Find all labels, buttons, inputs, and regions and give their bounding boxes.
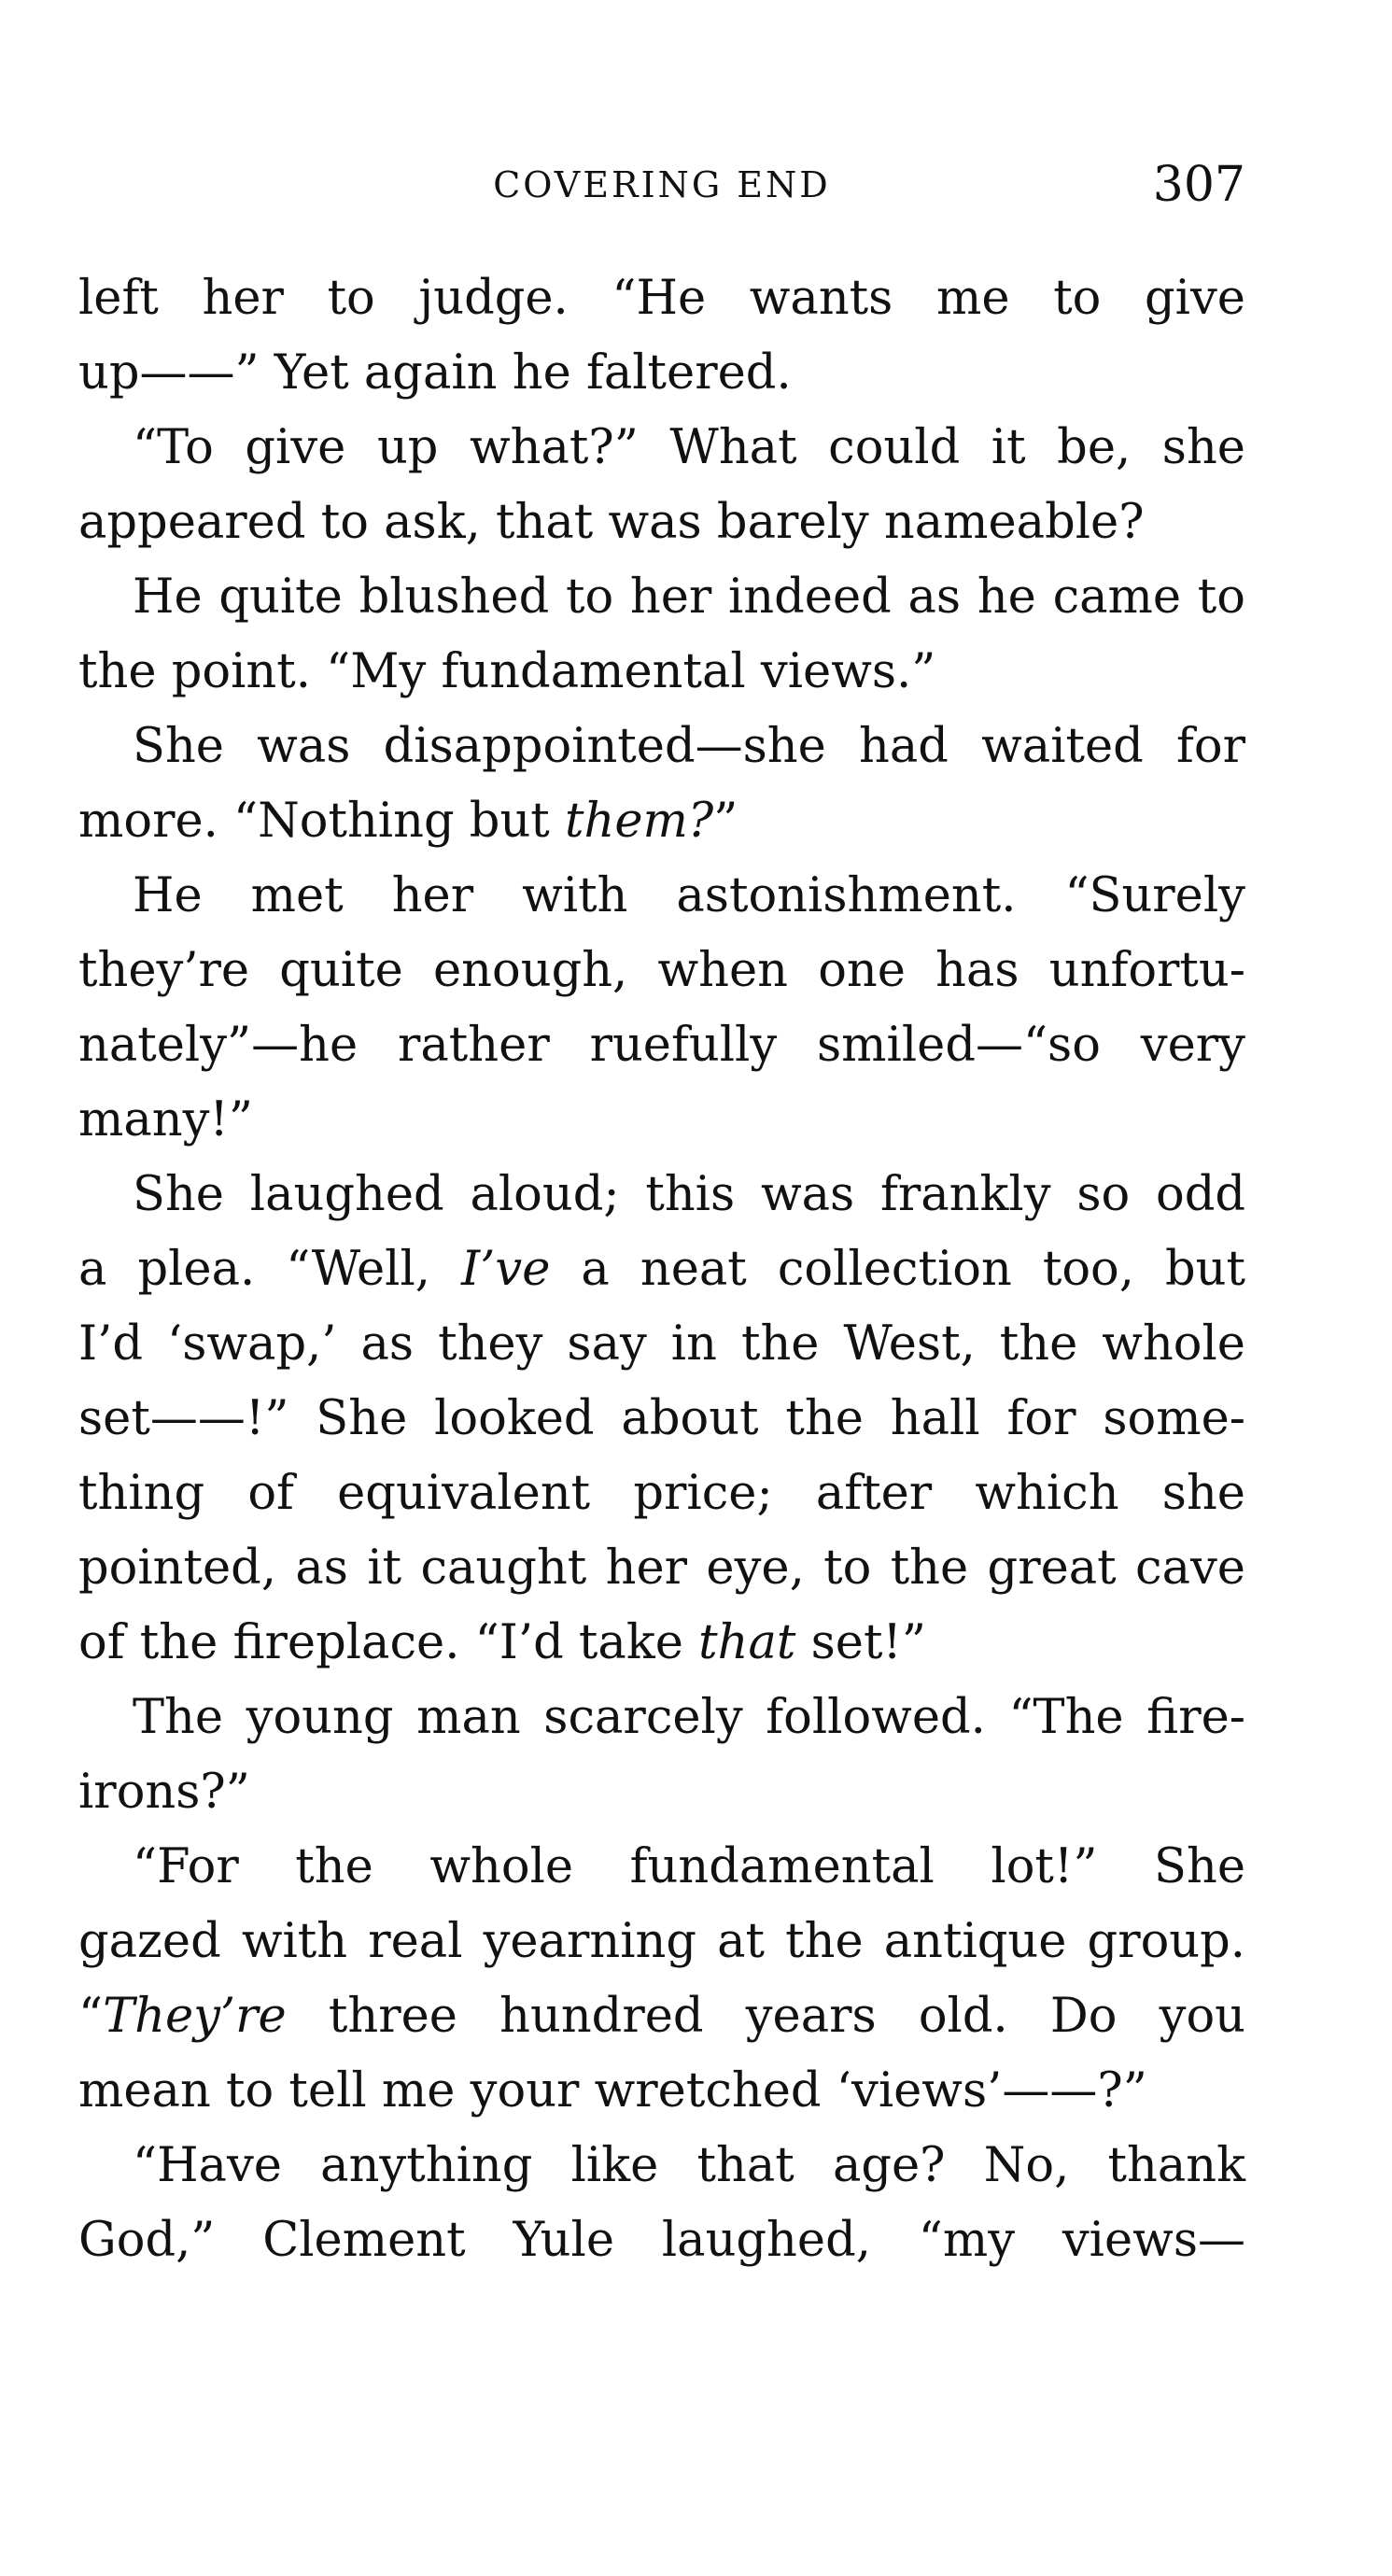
text-line: “They’re three hundred years old. Do you: [78, 1989, 1245, 2044]
running-title: COVERING END: [493, 164, 831, 205]
page-number: 307: [1152, 157, 1245, 213]
text-line: mean to tell me your wretched ‘views’——?”: [78, 2063, 1147, 2119]
text-line: The young man scarcely followed. “The fire-: [133, 1690, 1245, 1745]
text-line: He met her with astonishment. “Surely: [133, 868, 1245, 923]
running-head: [78, 157, 1245, 213]
body-text: [78, 261, 1245, 2278]
italic-text: that: [698, 1615, 796, 1670]
text-line: God,” Clement Yule laughed, “my views—: [78, 2213, 1245, 2268]
text-line: left her to judge. “He wants me to give: [78, 271, 1245, 326]
text-line: up——” Yet again he faltered.: [78, 345, 792, 401]
text-line: a plea. “Well, I’ve a neat collection too, but: [78, 1242, 1245, 1297]
text-line: She was disappointed—she had waited for: [133, 719, 1245, 774]
text-line: “For the whole fundamental lot!” She: [133, 1839, 1245, 1894]
text-line: He quite blushed to her indeed as he came to: [133, 570, 1245, 625]
text-line: many!”: [78, 1092, 253, 1147]
text-line: thing of equivalent price; after which she: [78, 1466, 1245, 1521]
italic-text: I’ve: [461, 1242, 551, 1297]
text-line: more. “Nothing but them?”: [78, 794, 738, 849]
text-line: the point. “My fundamental views.”: [78, 644, 936, 699]
text-line: appeared to ask, that was barely nameable?: [78, 495, 1145, 550]
text-line: of the fireplace. “I’d take that set!”: [78, 1615, 927, 1670]
text-line: gazed with real yearning at the antique group.: [78, 1914, 1245, 1969]
text-line: nately”—he rather ruefully smiled—“so very: [78, 1018, 1245, 1073]
text-line: they’re quite enough, when one has unfortu-: [78, 943, 1245, 998]
text-line: set——!” She looked about the hall for some-: [78, 1391, 1245, 1446]
text-line: “To give up what?” What could it be, she: [133, 420, 1245, 475]
italic-text: them?: [565, 794, 714, 849]
text-line: She laughed aloud; this was frankly so odd: [133, 1167, 1245, 1222]
text-line: pointed, as it caught her eye, to the great cave: [78, 1541, 1245, 1596]
italic-text: They’re: [103, 1989, 287, 2044]
text-line: “Have anything like that age? No, thank: [133, 2138, 1245, 2193]
text-line: irons?”: [78, 1765, 250, 1820]
text-line: I’d ‘swap,’ as they say in the West, the whole: [78, 1316, 1245, 1372]
